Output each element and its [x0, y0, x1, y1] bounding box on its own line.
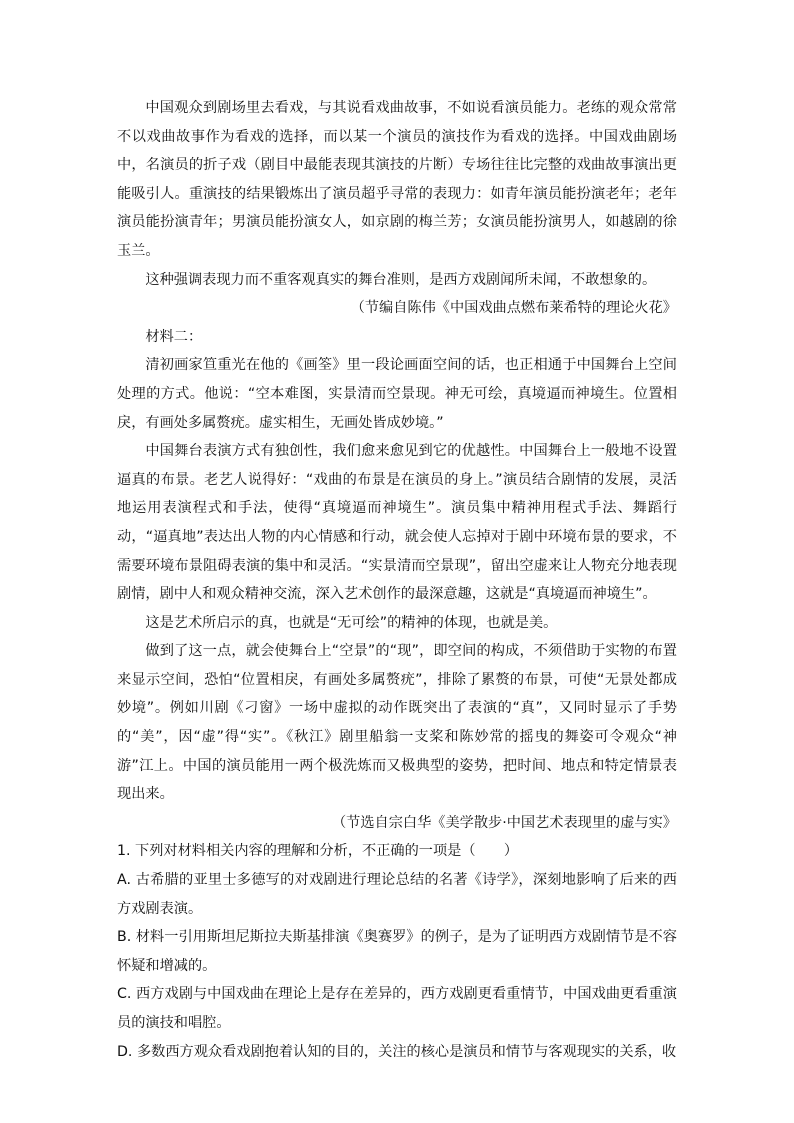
paragraph: 这是艺术所启示的真，也就是“无可绘”的精神的体现，也就是美。: [145, 614, 558, 631]
source-citation: （节选自宗白华《美学散步·中国艺术表现里的虚与实》: [331, 814, 677, 831]
option-c: C. 西方戏剧与中国戏曲在理论上是存在差异的，西方戏剧更看重情节，中国戏曲更看重演员的演技和唱腔。: [117, 986, 677, 1031]
paragraph: 中国观众到剧场里去看戏，与其说看戏曲故事，不如说看演员能力。老练的观众常常不以戏曲故事作为看戏的选择，而以某一个演员的演技作为看戏的选择。中国戏曲剧场中，名演员的折子戏（剧目中最能表现其演技的片断）专场往往比完整的戏曲故事演出更能吸引人。重演技的结果锻炼出了演员超乎寻常的表现力：如青年演员能扮演老年；老年演员能扮演青年；男演员能扮演女人，如京剧的梅兰芳；女演员能扮演男人，如越剧的徐玉兰。: [117, 100, 677, 259]
document-page: [117, 94, 677, 1066]
option-a: A. 古希腊的亚里士多德写的对戏剧进行理论总结的名著《诗学》，深刻地影响了后来的西方戏剧表演。: [117, 872, 677, 917]
paragraph: 做到了这一点，就会使舞台上“空景”的“现”，即空间的构成，不须借助于实物的布置来显示空间，恐怕“位置相戾，有画处多属赘疣”，排除了累赘的布景，可使“无景处都成妙境”。例如川剧《刁窗》一场中虚拟的动作既突出了表演的“真”，又同时显示了手势的“美”，因“虚”得“实”。《秋江》剧里船翁一支桨和陈妙常的摇曳的舞姿可令观众“神游”江上。中国的演员能用一两个极洗炼而又极典型的姿势，把时间、地点和特定情景表现出来。: [117, 643, 677, 803]
section-heading: 材料二：: [145, 328, 203, 345]
option-d: D. 多数西方观众看戏剧抱着认知的目的，关注的核心是演员和情节与客观现实的关系，收: [117, 1043, 677, 1060]
option-b: B. 材料一引用斯坦尼斯拉夫斯基排演《奥赛罗》的例子，是为了证明西方戏剧情节是不容怀疑和增减的。: [117, 929, 677, 974]
paragraph: 清初画家笪重光在他的《画筌》里一段论画面空间的话，也正相通于中国舞台上空间处理的方式。他说：“空本难图，实景清而空景现。神无可绘，真境逼而神境生。位置相戾，有画处多属赘疣。虚实相生，无画处皆成妙境。”: [117, 357, 677, 431]
source-citation: （节编自陈伟《中国戏曲点燃布莱希特的理论火花》: [350, 300, 677, 317]
question-stem: 1. 下列对材料相关内容的理解和分析，不正确的一项是（ ）: [117, 843, 519, 860]
paragraph: 这种强调表现力而不重客观真实的舞台准则，是西方戏剧闻所未闻，不敢想象的。: [145, 271, 657, 288]
paragraph: 中国舞台表演方式有独创性，我们愈来愈见到它的优越性。中国舞台上一般地不设置逼真的布景。老艺人说得好：“戏曲的布景是在演员的身上。”演员结合剧情的发展，灵活地运用表演程式和手法，使得“真境逼而神境生”。演员集中精神用程式手法、舞蹈行动，“逼真地”表达出人物的内心情感和行动，就会使人忘掉对于剧中环境布景的要求，不需要环境布景阻碍表演的集中和灵活。“实景清而空景现”，留出空虚来让人物充分地表现剧情，剧中人和观众精神交流，深入艺术创作的最深意趣，这就是“真境逼而神境生”。: [117, 443, 677, 603]
